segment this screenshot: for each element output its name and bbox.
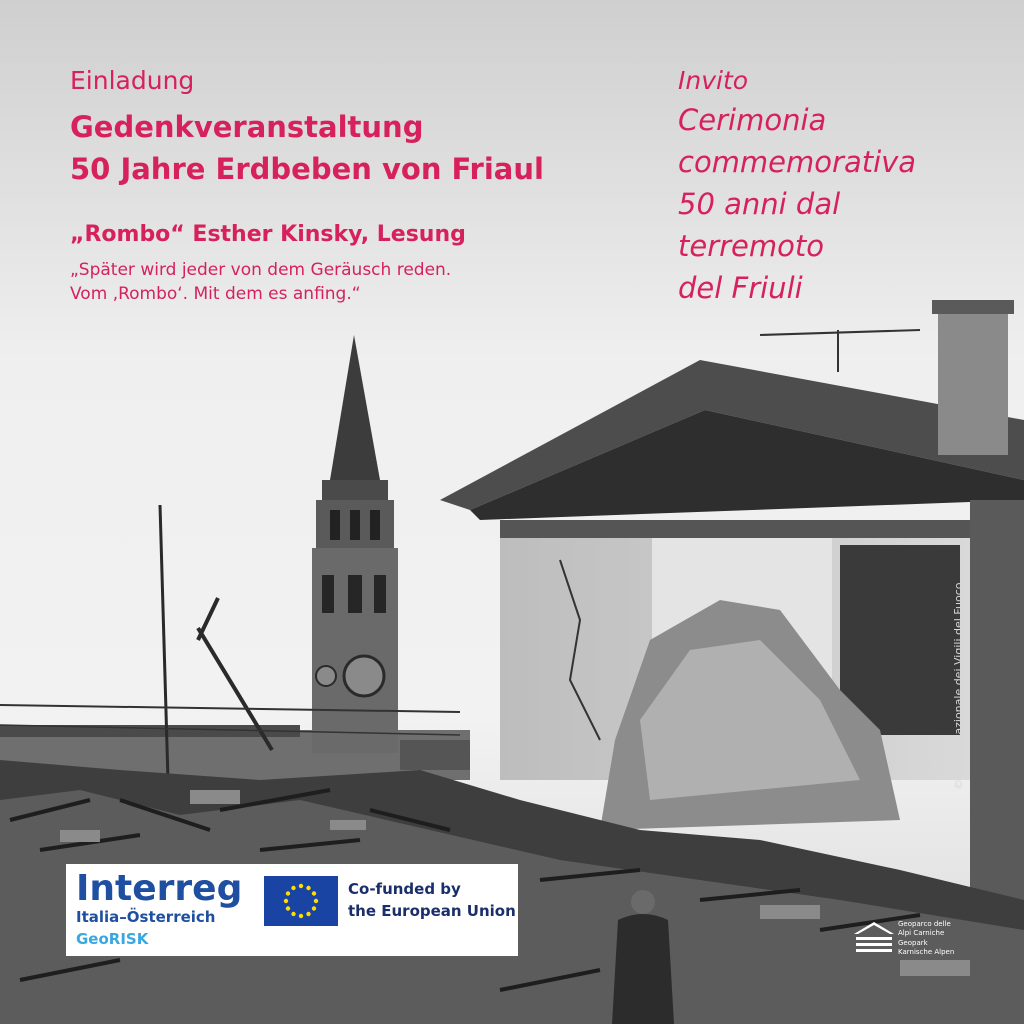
geopark-mountain-icon (852, 920, 896, 954)
eu-star (299, 884, 303, 888)
eu-star (312, 891, 316, 895)
geopark-line-1: Geoparco delle (898, 920, 951, 928)
eu-star (306, 886, 310, 890)
eu-star (284, 899, 288, 903)
eu-star (286, 906, 290, 910)
eu-star (286, 891, 290, 895)
eu-star (312, 906, 316, 910)
photo-credit: ©Corpo Nazionale dei Vigili del Fuoco (952, 582, 965, 790)
geopark-line-4: Karnische Alpen (898, 948, 955, 956)
german-event-title (70, 106, 544, 190)
eu-star (314, 899, 318, 903)
eu-star (291, 912, 295, 916)
eu-star (299, 914, 303, 918)
interreg-region: Italia–Österreich (76, 908, 216, 926)
italian-title-line-4: terremoto (678, 229, 825, 263)
italian-invitation-block (678, 66, 916, 309)
italian-title-line-2: commemorativa (678, 145, 917, 179)
eu-line-1: Co-funded by (348, 880, 461, 898)
german-invitation-label: Einladung (70, 66, 195, 95)
eu-flag-icon (264, 876, 338, 926)
interreg-logo-name: Interreg (76, 868, 243, 909)
eu-star (291, 886, 295, 890)
geopark-line-3: Geopark (898, 939, 928, 947)
geopark-logo (852, 920, 972, 960)
interreg-project-name: GeoRISK (76, 930, 149, 948)
german-reading-heading: „Rombo“ Esther Kinsky, Lesung (70, 222, 466, 247)
italian-invitation-label: Invito (678, 66, 749, 95)
german-title-line-1: Gedenkveranstaltung (70, 110, 424, 144)
italian-title-line-5: del Friuli (678, 271, 803, 305)
eu-star (306, 912, 310, 916)
german-quote-line-1: „Später wird jeder von dem Geräusch reden. (70, 260, 452, 280)
italian-title-line-1: Cerimonia (678, 103, 827, 137)
sponsor-logo-panel (66, 864, 518, 956)
german-quote-line-2: Vom ‚Rombo‘. Mit dem es anfing.“ (70, 284, 361, 304)
italian-title-line-3: 50 anni dal (678, 187, 841, 221)
geopark-line-2: Alpi Carniche (898, 929, 945, 937)
eu-line-2: the European Union (348, 902, 516, 920)
german-title-line-2: 50 Jahre Erdbeben von Friaul (70, 152, 544, 186)
german-quote (70, 258, 451, 306)
eu-cofunded-label (348, 878, 516, 922)
